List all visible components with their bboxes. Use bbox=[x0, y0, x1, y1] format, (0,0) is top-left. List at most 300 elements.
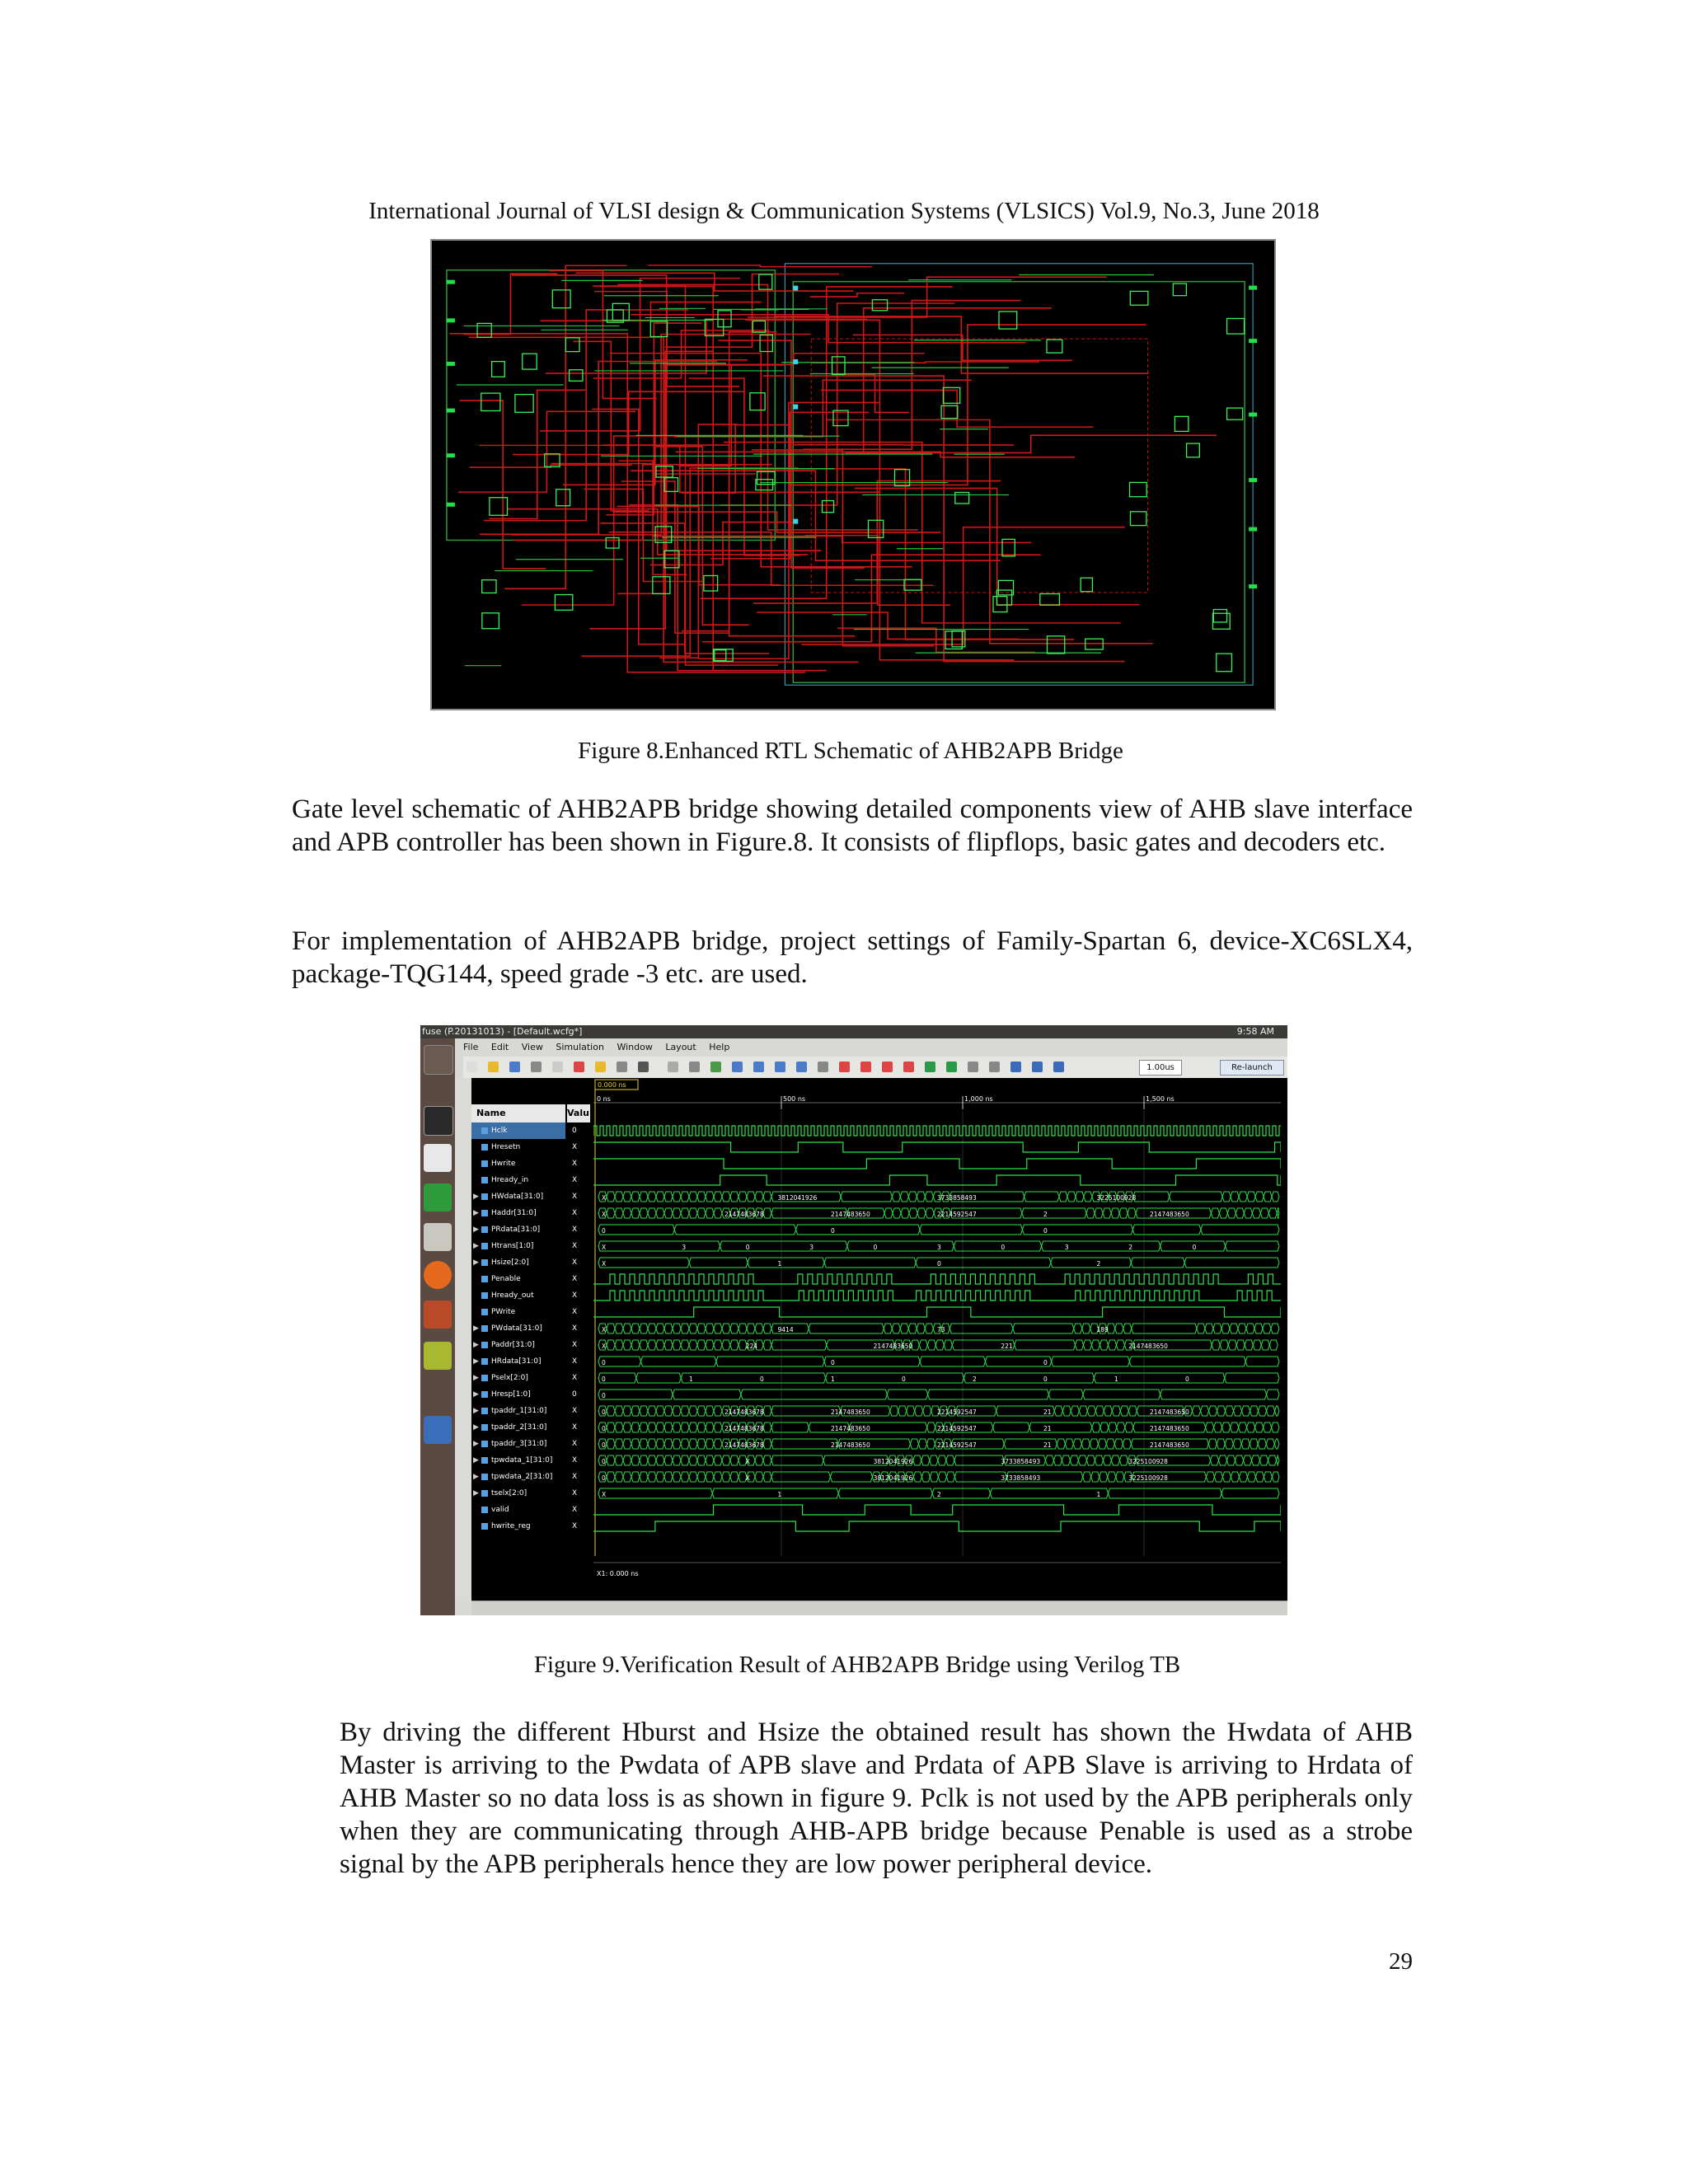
bus-value-label: 2147483678 bbox=[724, 1441, 764, 1449]
signal-name: tpwdata_1[31:0] bbox=[491, 1456, 553, 1465]
bus-segment bbox=[1084, 1192, 1092, 1202]
bus-segment bbox=[1051, 1258, 1131, 1268]
time-label: 1,500 ns bbox=[1146, 1095, 1175, 1103]
bus-segment bbox=[706, 1324, 714, 1333]
bus-value-label: 0 bbox=[1043, 1359, 1048, 1366]
bus-segment bbox=[706, 1455, 714, 1465]
launcher-bar bbox=[420, 1038, 455, 1615]
menu-layout[interactable]: Layout bbox=[665, 1042, 696, 1052]
files-icon[interactable] bbox=[424, 1223, 452, 1251]
bus-segment bbox=[714, 1406, 722, 1416]
expand-arrow-icon[interactable]: ▶ bbox=[473, 1423, 479, 1432]
signal-value: X bbox=[572, 1143, 578, 1151]
signal-row[interactable] bbox=[471, 1436, 565, 1452]
bus-segment bbox=[714, 1422, 722, 1432]
bus-value-label: 1 bbox=[831, 1376, 835, 1383]
toolbar-icon[interactable] bbox=[968, 1062, 978, 1072]
bus-segment bbox=[1255, 1192, 1264, 1202]
expand-arrow-icon[interactable]: ▶ bbox=[473, 1258, 479, 1267]
bus-segment bbox=[1277, 1208, 1279, 1218]
toolbar-icon[interactable] bbox=[710, 1062, 721, 1072]
bus-segment bbox=[689, 1258, 748, 1268]
signal-row[interactable] bbox=[471, 1172, 565, 1188]
signal-row[interactable] bbox=[471, 1139, 565, 1155]
bus-segment bbox=[909, 1208, 917, 1218]
bus-segment bbox=[1226, 1241, 1279, 1251]
bus-value-label: 9414 bbox=[777, 1326, 794, 1333]
bus-value-label: 1 bbox=[777, 1260, 782, 1268]
bus-segment bbox=[607, 1455, 615, 1465]
bus-segment bbox=[664, 1455, 673, 1465]
bus-segment bbox=[631, 1439, 640, 1449]
signal-row[interactable] bbox=[471, 1452, 565, 1469]
bus-segment bbox=[990, 1488, 1108, 1498]
bus-segment bbox=[1247, 1422, 1255, 1432]
signal-row[interactable] bbox=[471, 1337, 565, 1353]
toolbar-icon[interactable] bbox=[1032, 1062, 1043, 1072]
bus-segment bbox=[673, 1455, 681, 1465]
expand-arrow-icon[interactable]: ▶ bbox=[473, 1324, 479, 1333]
bus-value-label: 2147483650 bbox=[831, 1425, 870, 1432]
bus-segment bbox=[623, 1340, 631, 1350]
signal-value: X bbox=[572, 1407, 578, 1415]
signal-name: hwrite_reg bbox=[491, 1522, 531, 1530]
toolbar-icon[interactable] bbox=[509, 1062, 520, 1072]
bus-segment bbox=[913, 1455, 921, 1465]
bus-segment bbox=[623, 1455, 631, 1465]
bus-segment bbox=[1226, 1406, 1234, 1416]
bus-segment bbox=[1086, 1208, 1095, 1218]
bus-segment bbox=[598, 1488, 712, 1498]
bus-signal-icon bbox=[481, 1391, 488, 1398]
expand-arrow-icon[interactable]: ▶ bbox=[473, 1357, 479, 1366]
firefox-icon[interactable] bbox=[424, 1261, 452, 1289]
bus-segment bbox=[1095, 1455, 1103, 1465]
bus-segment bbox=[1227, 1455, 1236, 1465]
bus-value-label: X bbox=[602, 1194, 607, 1202]
toolbar-icon[interactable] bbox=[574, 1062, 584, 1072]
signal-value: X bbox=[572, 1258, 578, 1267]
bus-segment bbox=[1264, 1192, 1272, 1202]
bus-segment bbox=[900, 1192, 908, 1202]
window-title: fuse (P.20131013) - [Default.wcfg*] bbox=[422, 1026, 583, 1037]
toolbar-icon[interactable] bbox=[689, 1062, 700, 1072]
bus-segment bbox=[623, 1324, 631, 1333]
bus-segment bbox=[1228, 1340, 1236, 1350]
bus-segment bbox=[1054, 1406, 1062, 1416]
bus-segment bbox=[640, 1422, 648, 1432]
bus-value-label: 224 bbox=[745, 1343, 758, 1350]
menu-help[interactable]: Help bbox=[709, 1042, 730, 1052]
bus-segment bbox=[1075, 1340, 1083, 1350]
bus-segment bbox=[706, 1422, 714, 1432]
signal-row[interactable] bbox=[471, 1370, 565, 1386]
bus-segment bbox=[1212, 1340, 1220, 1350]
bus-segment bbox=[1205, 1324, 1213, 1333]
bus-segment bbox=[1095, 1208, 1103, 1218]
toolbar-icon[interactable] bbox=[638, 1062, 649, 1072]
signal-name-panel bbox=[471, 1078, 565, 1589]
bus-segment bbox=[1264, 1472, 1272, 1482]
bus-signal-icon bbox=[481, 1408, 488, 1414]
rtl-schematic-image bbox=[430, 239, 1276, 710]
zoom-select[interactable]: 1.00us bbox=[1139, 1060, 1182, 1076]
signal-row[interactable] bbox=[471, 1205, 565, 1221]
bus-segment bbox=[1073, 1439, 1081, 1449]
bus-segment bbox=[1067, 1192, 1076, 1202]
signal-value: X bbox=[572, 1357, 578, 1366]
signal-name: PWrite bbox=[491, 1308, 516, 1316]
bus-segment bbox=[1201, 1225, 1279, 1235]
bus-segment bbox=[1209, 1406, 1217, 1416]
bus-value-label: 2214592547 bbox=[937, 1425, 977, 1432]
bus-segment bbox=[763, 1472, 771, 1482]
bus-signal-icon bbox=[481, 1424, 488, 1431]
bus-segment bbox=[722, 1472, 730, 1482]
menu-window[interactable]: Window bbox=[617, 1042, 653, 1052]
bus-segment bbox=[664, 1340, 673, 1350]
bus-segment bbox=[1230, 1324, 1238, 1333]
bus-segment bbox=[706, 1192, 714, 1202]
bus-segment bbox=[938, 1472, 946, 1482]
bus-segment bbox=[689, 1406, 697, 1416]
menu-simulation[interactable]: Simulation bbox=[556, 1042, 604, 1052]
bus-value-label: 0 bbox=[602, 1474, 606, 1482]
bus-segment bbox=[1079, 1406, 1087, 1416]
bus-segment bbox=[1116, 1472, 1124, 1482]
signal-name: valid bbox=[491, 1506, 509, 1514]
expand-arrow-icon[interactable]: ▶ bbox=[473, 1440, 479, 1448]
signal-name: PWdata[31:0] bbox=[491, 1324, 542, 1333]
toolbar-icon[interactable] bbox=[818, 1062, 828, 1072]
bus-segment bbox=[1091, 1472, 1100, 1482]
bus-segment bbox=[664, 1324, 673, 1333]
name-column-header: Name bbox=[471, 1104, 565, 1122]
bus-segment bbox=[738, 1324, 747, 1333]
bus-segment bbox=[1193, 1406, 1201, 1416]
bus-segment bbox=[714, 1455, 722, 1465]
signal-name: tpaddr_1[31:0] bbox=[491, 1407, 547, 1415]
bus-segment bbox=[928, 1390, 1049, 1399]
toolbar-icon[interactable] bbox=[839, 1062, 850, 1072]
bus-segment bbox=[689, 1455, 697, 1465]
signal-name: PRdata[31:0] bbox=[491, 1226, 541, 1234]
bus-segment bbox=[706, 1406, 714, 1416]
signal-trace bbox=[593, 1291, 1281, 1301]
bus-value-label: 0 bbox=[831, 1227, 835, 1235]
signal-row[interactable] bbox=[471, 1518, 565, 1535]
bus-segment bbox=[1197, 1324, 1205, 1333]
toolbar-icon[interactable] bbox=[552, 1062, 563, 1072]
bus-segment bbox=[1160, 1390, 1267, 1399]
bus-value-label: 3733858493 bbox=[937, 1194, 977, 1202]
bus-value-label: 0 bbox=[873, 1244, 878, 1251]
bus-segment bbox=[598, 1225, 674, 1235]
expand-arrow-icon[interactable]: ▶ bbox=[473, 1489, 479, 1497]
bus-segment bbox=[641, 1357, 716, 1366]
bus-segment bbox=[1255, 1422, 1264, 1432]
bus-segment bbox=[908, 1324, 917, 1333]
bus-segment bbox=[1231, 1192, 1239, 1202]
toolbar-icon[interactable] bbox=[617, 1062, 627, 1072]
toolbar-icon[interactable] bbox=[775, 1062, 785, 1072]
toolbar-icon[interactable] bbox=[488, 1062, 499, 1072]
menu-view[interactable]: View bbox=[521, 1042, 543, 1052]
bus-segment bbox=[1070, 1455, 1078, 1465]
bus-segment bbox=[1225, 1373, 1279, 1383]
bus-segment bbox=[1114, 1439, 1123, 1449]
bus-segment bbox=[716, 1357, 824, 1366]
bus-segment bbox=[640, 1324, 648, 1333]
expand-arrow-icon[interactable]: ▶ bbox=[473, 1341, 479, 1349]
bus-segment bbox=[1217, 1439, 1225, 1449]
toolbar-icon[interactable] bbox=[882, 1062, 893, 1072]
expand-arrow-icon[interactable]: ▶ bbox=[473, 1242, 479, 1250]
bus-segment bbox=[1076, 1192, 1084, 1202]
signal-row[interactable] bbox=[471, 1238, 565, 1254]
bus-segment bbox=[1241, 1439, 1250, 1449]
bus-segment bbox=[930, 1455, 938, 1465]
signal-row[interactable] bbox=[471, 1320, 565, 1337]
bus-segment bbox=[1133, 1192, 1170, 1202]
bus-segment bbox=[664, 1422, 673, 1432]
signal-icon bbox=[481, 1177, 488, 1183]
bus-segment bbox=[890, 1406, 898, 1416]
signal-row[interactable] bbox=[471, 1155, 565, 1172]
toolbar-icon[interactable] bbox=[467, 1062, 477, 1072]
bus-value-label: 2147483678 bbox=[724, 1211, 764, 1218]
signal-row[interactable] bbox=[471, 1386, 565, 1403]
bus-value-label: 3 bbox=[809, 1244, 814, 1251]
toolbar-icon[interactable] bbox=[668, 1062, 678, 1072]
bus-segment bbox=[1271, 1324, 1279, 1333]
bus-segment bbox=[1087, 1406, 1095, 1416]
signal-row[interactable] bbox=[471, 1221, 565, 1238]
bus-segment bbox=[1219, 1455, 1227, 1465]
bus-segment bbox=[927, 1340, 935, 1350]
expand-arrow-icon[interactable]: ▶ bbox=[473, 1456, 479, 1465]
signal-row[interactable] bbox=[471, 1287, 565, 1304]
bus-segment bbox=[1252, 1208, 1260, 1218]
bus-segment bbox=[673, 1340, 681, 1350]
bus-segment bbox=[1104, 1406, 1112, 1416]
bus-segment bbox=[964, 1373, 1094, 1383]
ubuntu-icon[interactable] bbox=[424, 1045, 453, 1075]
bus-segment bbox=[697, 1455, 706, 1465]
expand-arrow-icon[interactable]: ▶ bbox=[473, 1473, 479, 1481]
bus-segment bbox=[1259, 1406, 1267, 1416]
bus-value-label: 2147483650 bbox=[831, 1211, 870, 1218]
bus-segment bbox=[714, 1472, 722, 1482]
bus-segment bbox=[1266, 1439, 1274, 1449]
bus-segment bbox=[615, 1192, 623, 1202]
bus-segment bbox=[1083, 1340, 1091, 1350]
bus-segment bbox=[1092, 1422, 1100, 1432]
toolbar-icon[interactable] bbox=[903, 1062, 914, 1072]
toolbar-icon[interactable] bbox=[989, 1062, 1000, 1072]
bus-segment bbox=[1057, 1439, 1065, 1449]
toolbar-icon[interactable] bbox=[1053, 1062, 1064, 1072]
schematic-drawing bbox=[432, 241, 1274, 709]
value-column bbox=[567, 1122, 590, 1589]
bus-segment bbox=[1078, 1455, 1086, 1465]
expand-arrow-icon[interactable]: ▶ bbox=[473, 1390, 479, 1399]
bus-segment bbox=[1222, 1422, 1231, 1432]
signal-trace bbox=[593, 1159, 1281, 1169]
bus-segment bbox=[1042, 1241, 1160, 1251]
bus-value-label: 3 bbox=[937, 1244, 941, 1251]
signal-row[interactable] bbox=[471, 1485, 565, 1502]
bus-segment bbox=[697, 1472, 706, 1482]
bus-segment bbox=[615, 1324, 623, 1333]
bus-segment bbox=[1234, 1406, 1242, 1416]
signal-name: Hsize[2:0] bbox=[491, 1258, 529, 1267]
bus-segment bbox=[714, 1192, 722, 1202]
bus-value-label: 2147483650 bbox=[831, 1408, 870, 1416]
toolbar-icon[interactable] bbox=[531, 1062, 542, 1072]
bus-segment bbox=[648, 1324, 656, 1333]
bus-value-label: 2147483650 bbox=[1150, 1425, 1189, 1432]
expand-arrow-icon[interactable]: ▶ bbox=[473, 1374, 479, 1382]
expand-arrow-icon[interactable]: ▶ bbox=[473, 1193, 479, 1201]
bus-segment bbox=[648, 1472, 656, 1482]
bus-segment bbox=[1045, 1455, 1053, 1465]
bus-value-label: 1 bbox=[1096, 1491, 1101, 1498]
bus-segment bbox=[900, 1324, 908, 1333]
menu-bar bbox=[463, 1040, 1287, 1055]
toolbar-icon[interactable] bbox=[1010, 1062, 1021, 1072]
bus-segment bbox=[917, 1324, 925, 1333]
toolbar-icon[interactable] bbox=[595, 1062, 606, 1072]
expand-arrow-icon[interactable]: ▶ bbox=[473, 1407, 479, 1415]
bus-segment bbox=[1206, 1472, 1214, 1482]
bus-segment bbox=[722, 1324, 730, 1333]
bus-value-label: 2214592547 bbox=[937, 1211, 977, 1218]
signal-trace bbox=[593, 1126, 1281, 1136]
bus-value-label: 189 bbox=[1096, 1326, 1109, 1333]
expand-arrow-icon[interactable]: ▶ bbox=[473, 1226, 479, 1234]
bus-segment bbox=[908, 1192, 917, 1202]
bus-segment bbox=[913, 1472, 921, 1482]
bus-segment bbox=[607, 1324, 615, 1333]
figure8-caption: Figure 8.Enhanced RTL Schematic of AHB2APB Bridge bbox=[578, 738, 1123, 764]
toolbar-icon[interactable] bbox=[946, 1062, 957, 1072]
bus-value-label: 0 bbox=[602, 1227, 606, 1235]
signal-name: Pselx[2:0] bbox=[491, 1374, 528, 1382]
signal-row[interactable] bbox=[471, 1353, 565, 1370]
bus-value-label: 0 bbox=[602, 1408, 606, 1416]
settings-icon[interactable] bbox=[424, 1301, 452, 1329]
expand-arrow-icon[interactable]: ▶ bbox=[473, 1209, 479, 1217]
signal-icon bbox=[481, 1276, 488, 1282]
cursor-time: 0.000 ns bbox=[598, 1081, 626, 1089]
bus-segment bbox=[921, 1472, 930, 1482]
signal-row[interactable] bbox=[471, 1403, 565, 1419]
bus-segment bbox=[950, 1324, 1013, 1333]
bus-segment bbox=[771, 1472, 830, 1482]
bus-segment bbox=[648, 1439, 656, 1449]
bus-segment bbox=[1213, 1324, 1221, 1333]
bus-segment bbox=[1227, 1208, 1236, 1218]
bus-signal-icon bbox=[481, 1490, 488, 1497]
signal-row[interactable] bbox=[471, 1304, 565, 1320]
menu-file[interactable]: File bbox=[463, 1042, 479, 1052]
bus-segment bbox=[1220, 1340, 1228, 1350]
bus-value-label: 0 bbox=[602, 1359, 606, 1366]
signal-name: tpwdata_2[31:0] bbox=[491, 1473, 553, 1481]
bus-value-label: 0 bbox=[1043, 1376, 1048, 1383]
toolbar-icon[interactable] bbox=[925, 1062, 935, 1072]
bus-segment bbox=[763, 1439, 771, 1449]
bus-segment bbox=[615, 1406, 623, 1416]
bus-segment bbox=[1119, 1208, 1128, 1218]
toolbar-icon[interactable] bbox=[753, 1062, 764, 1072]
bus-segment bbox=[631, 1455, 640, 1465]
signal-row[interactable] bbox=[471, 1188, 565, 1205]
bus-segment bbox=[1095, 1406, 1104, 1416]
bus-segment bbox=[1242, 1406, 1250, 1416]
bus-segment bbox=[925, 1324, 933, 1333]
bus-segment bbox=[898, 1406, 907, 1416]
paragraph-gate-level: Gate level schematic of AHB2APB bridge showing detailed components view of AHB slave interface and APB controller has been shown in Figure.8. It consists of flipflops, basic gates and decoders etc. bbox=[292, 794, 1413, 857]
signal-row[interactable] bbox=[471, 1271, 565, 1287]
bus-segment bbox=[1103, 1455, 1111, 1465]
signal-icon bbox=[481, 1144, 488, 1151]
signal-row[interactable] bbox=[471, 1122, 565, 1139]
bus-segment bbox=[689, 1208, 697, 1218]
bus-value-label: 0 bbox=[902, 1376, 906, 1383]
value-column-header: Valu bbox=[567, 1104, 590, 1122]
bus-segment bbox=[830, 1472, 872, 1482]
bus-segment bbox=[1117, 1422, 1125, 1432]
signal-row[interactable] bbox=[471, 1469, 565, 1485]
bus-segment bbox=[607, 1472, 615, 1482]
signal-name: tselx[2:0] bbox=[491, 1489, 528, 1497]
bus-segment bbox=[910, 1439, 918, 1449]
relaunch-button[interactable]: Re-launch bbox=[1220, 1060, 1284, 1076]
signal-row[interactable] bbox=[471, 1254, 565, 1271]
bus-segment bbox=[763, 1406, 771, 1416]
signal-row[interactable] bbox=[471, 1419, 565, 1436]
signal-value: X bbox=[572, 1176, 578, 1184]
bus-segment bbox=[689, 1340, 697, 1350]
app-icon[interactable] bbox=[424, 1342, 452, 1370]
toolbar-icon[interactable] bbox=[796, 1062, 807, 1072]
bus-segment bbox=[681, 1340, 689, 1350]
bus-segment bbox=[747, 1324, 755, 1333]
bus-segment bbox=[892, 1324, 900, 1333]
bus-signal-icon bbox=[481, 1375, 488, 1381]
waveform-area[interactable] bbox=[593, 1078, 1281, 1589]
toolbar-icon[interactable] bbox=[860, 1062, 871, 1072]
vim-icon[interactable] bbox=[424, 1183, 452, 1212]
text-editor-icon[interactable] bbox=[424, 1144, 452, 1172]
bus-segment bbox=[1120, 1406, 1128, 1416]
bus-segment bbox=[681, 1439, 689, 1449]
terminal-icon[interactable] bbox=[424, 1106, 453, 1136]
bus-segment bbox=[1222, 1192, 1231, 1202]
bus-segment bbox=[1116, 1340, 1124, 1350]
signal-row[interactable] bbox=[471, 1502, 565, 1518]
toolbar-icon[interactable] bbox=[732, 1062, 743, 1072]
bus-segment bbox=[809, 1324, 884, 1333]
menu-edit[interactable]: Edit bbox=[490, 1042, 509, 1052]
scrollbar[interactable] bbox=[471, 1601, 1287, 1615]
bus-segment bbox=[598, 1390, 673, 1399]
isim-icon[interactable] bbox=[424, 1416, 452, 1444]
bus-segment bbox=[631, 1208, 640, 1218]
bus-signal-icon bbox=[481, 1243, 488, 1249]
